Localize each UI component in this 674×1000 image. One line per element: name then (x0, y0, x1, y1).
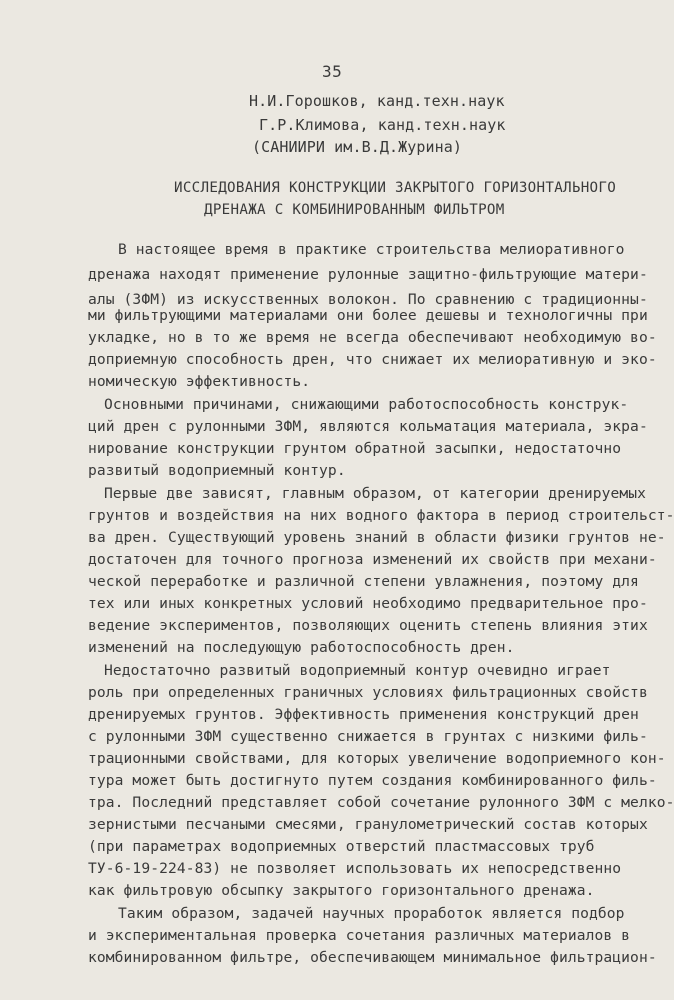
paragraph-line: с рулонными ЗФМ существенно снижается в грунтах с низкими филь- (88, 728, 648, 745)
article-title-line: ИССЛЕДОВАНИЯ КОНСТРУКЦИИ ЗАКРЫТОГО ГОРИЗОНТАЛЬНОГО (174, 180, 617, 196)
paragraph-line: достаточен для точного прогноза изменений их свойств при механи- (88, 551, 657, 568)
paragraph-line: трационными свойствами, для которых увеличение водоприемного кон- (88, 750, 666, 767)
paragraph-line: Первые две зависят, главным образом, от категории дренируемых (104, 485, 647, 502)
article-title-line: ДРЕНАЖА С КОМБИНИРОВАННЫМ ФИЛЬТРОМ (204, 202, 505, 218)
paragraph-line: тра. Последний представляет собой сочетание рулонного ЗФМ с мелко- (88, 794, 674, 811)
paragraph-line: ми фильтрующими материалами они более дешевы и технологичны при (88, 307, 648, 324)
paragraph-line: развитый водоприемный контур. (88, 462, 346, 479)
paragraph-line: дренируемых грунтов. Эффективность применения конструкций дрен (88, 706, 639, 723)
paragraph-line: Основными причинами, снижающими работоспособность конструк- (104, 396, 629, 413)
paragraph-line: роль при определенных граничных условиях фильтрационных свойств (88, 684, 648, 701)
paragraph-line: ва дрен. Существующий уровень знаний в области физики грунтов не- (88, 529, 666, 546)
paragraph-line: алы (ЗФМ) из искусственных волокон. По сравнению с традиционны- (88, 291, 648, 308)
paragraph-line: ведение экспериментов, позволяющих оценить степень влияния этих (88, 617, 648, 634)
paragraph-line: дренажа находят применение рулонные защитно-фильтрующие матери- (88, 266, 648, 283)
paragraph-line: грунтов и воздействия на них водного фактора в период строительст- (88, 507, 674, 524)
page-number: 35 (322, 62, 343, 81)
author-line: Н.И.Горошков, канд.техн.наук (249, 92, 505, 110)
paragraph-line: изменений на последующую работоспособность дрен. (88, 639, 515, 656)
paragraph-line: ТУ-6-19-224-83) не позволяет использовать их непосредственно (88, 860, 622, 877)
paragraph-line: как фильтровую обсыпку закрытого горизонтального дренажа. (88, 882, 595, 899)
paragraph-line: нирование конструкции грунтом обратной засыпки, недостаточно (88, 440, 622, 457)
paragraph-line: и экспериментальная проверка сочетания различных материалов в (88, 927, 631, 944)
paragraph-line: тура может быть достигнуто путем создания комбинированного филь- (88, 772, 657, 789)
paragraph-line: ций дрен с рулонными ЗФМ, являются кольматация материала, экра- (88, 418, 648, 435)
paragraph-line: номическую эффективность. (88, 373, 311, 390)
paragraph-line: (при параметрах водоприемных отверстий пластмассовых труб (88, 838, 595, 855)
paragraph-line: доприемную способность дрен, что снижает их мелиоративную и эко- (88, 351, 657, 368)
paragraph-line: укладке, но в то же время не всегда обеспечивают необходимую во- (88, 329, 657, 346)
paragraph-line: зернистыми песчаными смесями, гранулометрический состав которых (88, 816, 648, 833)
affiliation-line: (САНИИРИ им.В.Д.Журина) (252, 138, 463, 156)
author-line: Г.Р.Климова, канд.техн.наук (259, 116, 506, 134)
paragraph-line: комбинированном фильтре, обеспечивающем минимальное фильтрацион- (88, 949, 657, 966)
paragraph-line: тех или иных конкретных условий необходимо предварительное про- (88, 595, 648, 612)
paragraph-line: ческой переработке и различной степени увлажнения, поэтому для (88, 573, 639, 590)
paragraph-line: В настоящее время в практике строительства мелиоративного (118, 241, 625, 258)
paragraph-line: Таким образом, задачей научных проработок является подбор (118, 905, 625, 922)
paragraph-line: Недостаточно развитый водоприемный контур очевидно играет (104, 662, 611, 679)
